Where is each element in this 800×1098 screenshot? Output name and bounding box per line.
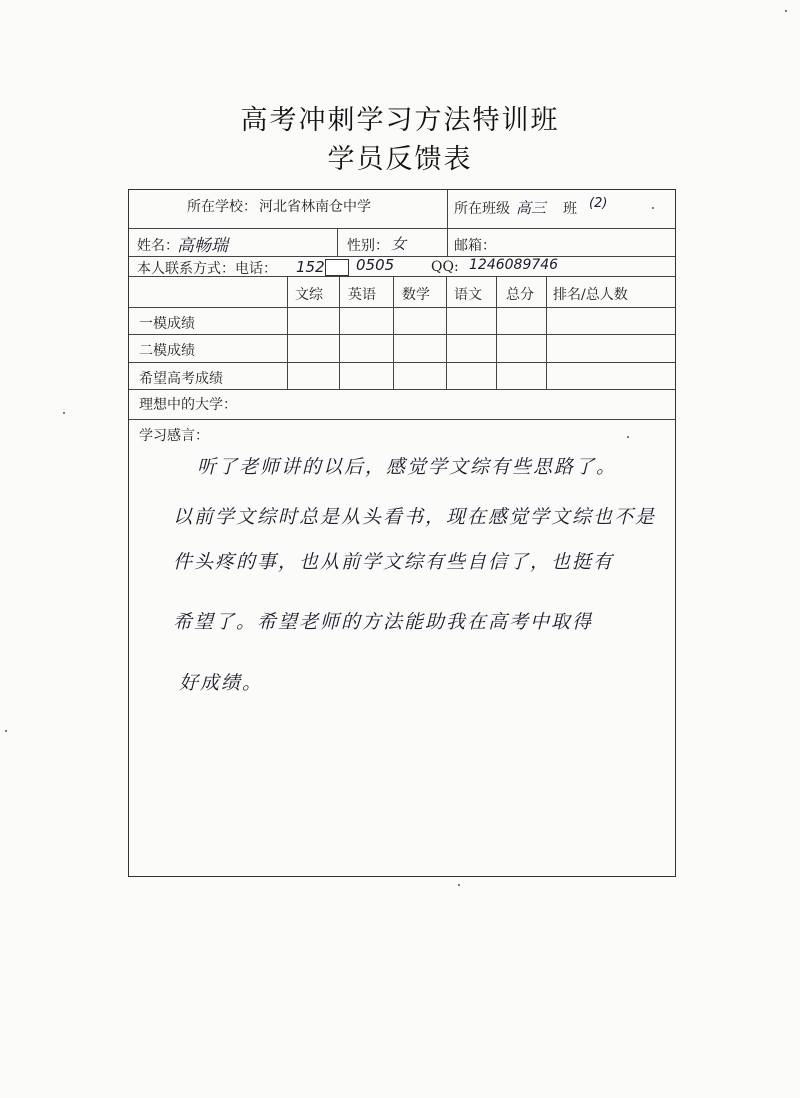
comment-line: 件头疼的事，也从前学文综有些自信了，也挺有 (173, 551, 615, 573)
scan-speck (627, 436, 629, 438)
scan-speck (63, 412, 65, 414)
row-divider (129, 256, 675, 257)
university-label: 理想中的大学： (139, 397, 237, 413)
col-divider (446, 276, 447, 390)
row-label: 一模成绩 (139, 316, 195, 332)
col-divider (339, 276, 340, 390)
class-suffix: 班 (563, 201, 577, 217)
comment-line: 希望了。希望老师的方法能助我在高考中取得 (173, 611, 594, 633)
comments-label: 学习感言： (139, 428, 209, 444)
email-label: 邮箱： (454, 238, 496, 254)
scan-speck (5, 730, 7, 732)
col-header: 排名/总人数 (553, 287, 628, 303)
col-divider (393, 276, 394, 390)
class-value[interactable]: 高三 (516, 199, 547, 217)
gender-label: 性别： (347, 238, 389, 254)
row-divider (129, 389, 675, 390)
school-value[interactable]: 河北省林南仓中学 (259, 199, 371, 215)
gender-value[interactable]: 女 (391, 235, 407, 253)
school-label: 所在学校： (187, 199, 257, 215)
form-title: 高考冲刺学习方法特训班 (240, 105, 560, 136)
col-header: 语文 (454, 287, 482, 303)
col-header: 英语 (348, 287, 376, 303)
phone-redaction-box (325, 259, 349, 276)
col-header: 总分 (506, 287, 534, 303)
phone-suffix[interactable]: 0505 (356, 256, 395, 274)
scan-speck (785, 10, 787, 12)
qq-value[interactable]: 1246089746 (469, 257, 559, 273)
comment-line: 听了老师讲的以后，感觉学文综有些思路了。 (197, 456, 618, 478)
row-divider (129, 334, 675, 335)
row-divider (129, 228, 675, 229)
col-header: 数学 (402, 287, 430, 303)
qq-label: QQ: (431, 259, 459, 275)
col-header: 文综 (295, 287, 323, 303)
col-divider (546, 276, 547, 390)
row-divider (129, 362, 675, 363)
comment-line: 以前学文综时总是从头看书，现在感觉学文综也不是 (173, 506, 657, 528)
class-number[interactable]: (2) (589, 196, 608, 211)
name-label: 姓名： (137, 238, 179, 254)
row-label: 二模成绩 (139, 343, 195, 359)
col-divider (447, 228, 448, 257)
row-divider (129, 419, 675, 420)
name-value[interactable]: 高畅瑞 (177, 236, 228, 256)
comment-line: 好成绩。 (179, 672, 264, 694)
row-divider (129, 307, 675, 308)
scan-speck (652, 207, 654, 209)
form-subtitle: 学员反馈表 (327, 144, 473, 175)
class-label: 所在班级 (454, 201, 510, 217)
col-divider (496, 276, 497, 390)
col-divider (447, 190, 448, 229)
feedback-form (128, 189, 676, 877)
phone-prefix[interactable]: 152 (296, 258, 325, 276)
col-divider (287, 276, 288, 390)
row-label: 希望高考成绩 (139, 371, 223, 387)
contact-label: 本人联系方式：电话： (137, 261, 277, 277)
scan-speck (458, 884, 460, 886)
col-divider (337, 228, 338, 257)
